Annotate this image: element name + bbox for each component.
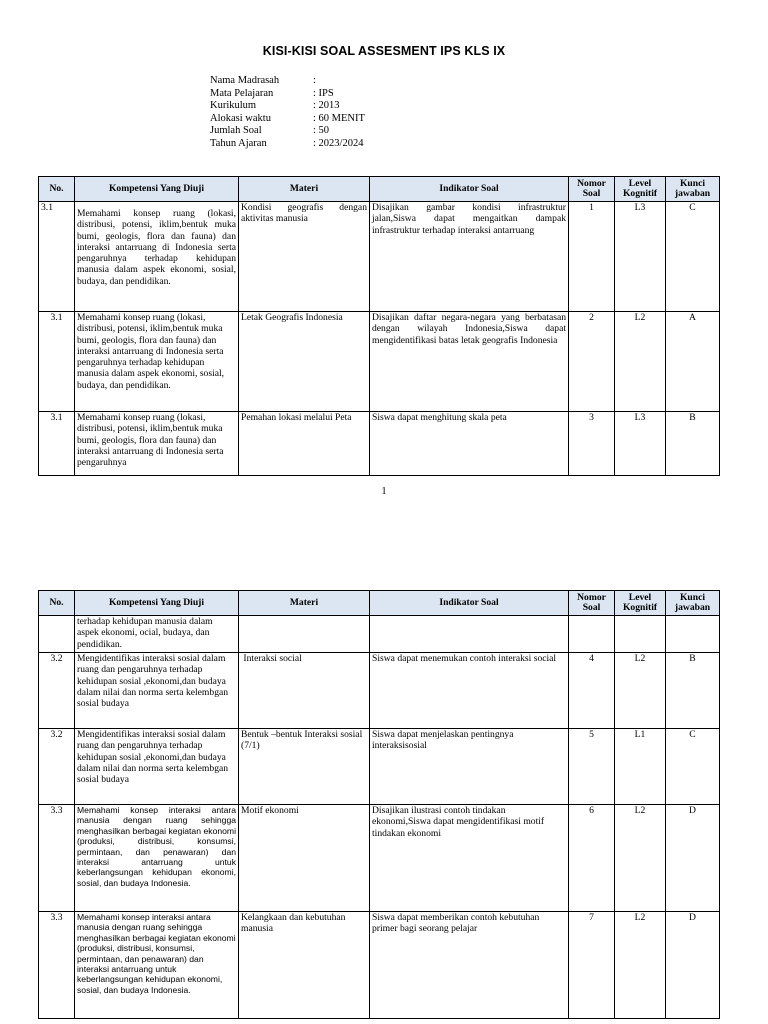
meta-row-mapel (210, 88, 365, 101)
meta-value: : 50 (313, 125, 330, 137)
cell-kunci-jawaban: A (666, 312, 720, 412)
cell-kompetensi: Memahami konsep ruang (lokasi, distribusi, potensi, iklim,bentuk muka bumi, geologis, flora dan fauna) dan interaksi antarruang di Indonesia serta pengaruhnya (75, 412, 239, 476)
meta-label: Kurikulum (210, 100, 257, 112)
page-number: 1 (381, 486, 387, 497)
cell-indikator: Siswa dapat menghitung skala peta (370, 412, 569, 476)
meta-value: : IPS (313, 87, 334, 99)
cell-kunci-jawaban: C (666, 729, 720, 805)
header-nomor-soal: Nomor Soal (569, 177, 615, 202)
header-indikator: Indikator Soal (370, 177, 569, 202)
cell-indikator: Disajikan ilustrasi contoh tindakan ekonomi,Siswa dapat mengidentifikasi motif tindakan ekonomi (370, 805, 569, 912)
cell-no: 3.3 (39, 805, 75, 912)
cell-indikator (370, 616, 569, 653)
cell-level-kognitif (615, 616, 666, 653)
cell-kunci-jawaban (666, 616, 720, 653)
cell-indikator: Siswa dapat menjelaskan pentingnya interaksisosial (370, 729, 569, 805)
cell-level-kognitif: L2 (615, 653, 666, 729)
cell-indikator: Siswa dapat menemukan contoh interaksi social (370, 653, 569, 729)
cell-no (39, 616, 75, 653)
cell-materi: Bentuk –bentuk Interaksi sosial (7/1) (239, 729, 370, 805)
meta-row-alokasi (210, 113, 365, 126)
cell-kunci-jawaban: B (666, 412, 720, 476)
cell-no: 3.1 (39, 202, 75, 312)
header-indikator: Indikator Soal (370, 591, 569, 616)
cell-nomor-soal: 6 (569, 805, 615, 912)
header-no: No. (39, 591, 75, 616)
header-level-kognitif: Level Kognitif (615, 591, 666, 616)
cell-materi: Interaksi social (239, 653, 370, 729)
table-row (39, 729, 720, 805)
cell-kompetensi: Memahami konsep interaksi antara manusia dengan ruang sehingga menghasilkan berbagai kegiatan ekonomi (produksi, distribusi, konsumsi, permintaan, dan penawaran) dan interaksi antarruang untuk keberlangsungan kehidupan ekonomi, sosial, dan budaya Indonesia. (75, 805, 239, 912)
cell-indikator: Siswa dapat memberikan contoh kebutuhan primer bagi seorang pelajar (370, 912, 569, 1019)
cell-level-kognitif: L2 (615, 912, 666, 1019)
cell-kompetensi: Mengidentifikas interaksi sosial dalam ruang dan pengaruhnya terhadap kehidupan sosial ,ekonomi,dan budaya dalam nilai dan norma serta kelembgan sosial budaya (75, 653, 239, 729)
cell-level-kognitif: L3 (615, 412, 666, 476)
cell-nomor-soal: 7 (569, 912, 615, 1019)
meta-value: : 2013 (313, 100, 340, 112)
cell-no: 3.1 (39, 312, 75, 412)
meta-row-jumlah (210, 125, 365, 138)
cell-nomor-soal: 1 (569, 202, 615, 312)
table-row (39, 653, 720, 729)
cell-no: 3.2 (39, 653, 75, 729)
cell-materi: Kelangkaan dan kebutuhan manusia (239, 912, 370, 1019)
cell-materi: Pemahan lokasi melalui Peta (239, 412, 370, 476)
header-no: No. (39, 177, 75, 202)
cell-indikator: Disajikan daftar negara-negara yang berbatasan dengan wilayah Indonesia,Siswa dapat mengidentifikasi batas letak geografis Indonesia (370, 312, 569, 412)
document-title: KISI-KISI SOAL ASSESMENT IPS KLS IX (262, 44, 506, 58)
cell-no: 3.3 (39, 912, 75, 1019)
table-row (39, 616, 720, 653)
cell-level-kognitif: L1 (615, 729, 666, 805)
document-meta (210, 75, 365, 151)
table-row (39, 912, 720, 1019)
table-row (39, 312, 720, 412)
meta-label: Tahun Ajaran (210, 137, 267, 149)
header-kompetensi: Kompetensi Yang Diuji (75, 177, 239, 202)
cell-nomor-soal: 3 (569, 412, 615, 476)
kisi-kisi-table-page-1 (38, 176, 720, 476)
header-level-kognitif: Level Kognitif (615, 177, 666, 202)
cell-kompetensi: Memahami konsep interaksi antara manusia dengan ruang sehingga menghasilkan berbagai kegiatan ekonomi (produksi, distribusi, konsumsi, permintaan, dan penawaran) dan interaksi antarruang untuk keberlangsungan kehidupan ekonomi, sosial, dan budaya Indonesia. (75, 912, 239, 1019)
cell-kunci-jawaban: C (666, 202, 720, 312)
cell-materi: Motif ekonomi (239, 805, 370, 912)
table-row (39, 412, 720, 476)
header-kunci-jawaban: Kunci jawaban (666, 177, 720, 202)
cell-level-kognitif: L2 (615, 312, 666, 412)
cell-kompetensi: Mengidentifikas interaksi sosial dalam ruang dan pengaruhnya terhadap kehidupan sosial ,ekonomi,dan budaya dalam nilai dan norma serta kelembgan sosial budaya (75, 729, 239, 805)
meta-label: Alokasi waktu (210, 112, 271, 124)
cell-materi: Letak Geografis Indonesia (239, 312, 370, 412)
cell-nomor-soal (569, 616, 615, 653)
cell-level-kognitif: L3 (615, 202, 666, 312)
cell-materi (239, 616, 370, 653)
meta-label: Nama Madrasah (210, 75, 280, 86)
cell-kunci-jawaban: D (666, 805, 720, 912)
meta-row-kurikulum (210, 100, 365, 113)
cell-nomor-soal: 4 (569, 653, 615, 729)
cell-level-kognitif: L2 (615, 805, 666, 912)
cell-kunci-jawaban: D (666, 912, 720, 1019)
cell-materi: Kondisi geografis dengan aktivitas manusia (239, 202, 370, 312)
table-row (39, 202, 720, 312)
header-kunci-jawaban: Kunci jawaban (666, 591, 720, 616)
header-nomor-soal: Nomor Soal (569, 591, 615, 616)
meta-row-tahun (210, 138, 365, 151)
kisi-kisi-table-page-2 (38, 590, 720, 1019)
cell-kompetensi: Memahami konsep ruang (lokasi, distribusi, potensi, iklim,bentuk muka bumi, geologis, flora dan fauna) dan interaksi antarruang di Indonesia serta pengaruhnya terhadap kehidupan manusia dalam aspek ekonomi, sosial, budaya, dan pendidikan. (75, 202, 239, 312)
cell-kompetensi: Memahami konsep ruang (lokasi, distribusi, potensi, iklim,bentuk muka bumi, geologis, flora dan fauna) dan interaksi antarruang di Indonesia serta pengaruhnya terhadap kehidupan manusia dalam aspek ekonomi, sosial, budaya, dan pendidikan. (75, 312, 239, 412)
meta-label: Mata Pelajaran (210, 87, 274, 99)
meta-value: : 2023/2024 (313, 137, 364, 149)
cell-nomor-soal: 2 (569, 312, 615, 412)
cell-kompetensi: terhadap kehidupan manusia dalam aspek ekonomi, ocial, budaya, dan pendidikan. (75, 616, 239, 653)
header-materi: Materi (239, 591, 370, 616)
header-kompetensi: Kompetensi Yang Diuji (75, 591, 239, 616)
cell-no: 3.1 (39, 412, 75, 476)
meta-row-madrasah (210, 75, 365, 88)
table-row (39, 805, 720, 912)
cell-nomor-soal: 5 (569, 729, 615, 805)
table-header-row (39, 177, 720, 202)
meta-value: : 60 MENIT (313, 112, 365, 124)
meta-value: : (313, 75, 316, 86)
cell-indikator: Disajikan gambar kondisi infrastruktur jalan,Siswa dapat mengaitkan dampak infrastruktur terhadap interaksi antarruang (370, 202, 569, 312)
header-materi: Materi (239, 177, 370, 202)
cell-kunci-jawaban: B (666, 653, 720, 729)
cell-no: 3.2 (39, 729, 75, 805)
table-header-row (39, 591, 720, 616)
meta-label: Jumlah Soal (210, 125, 262, 137)
